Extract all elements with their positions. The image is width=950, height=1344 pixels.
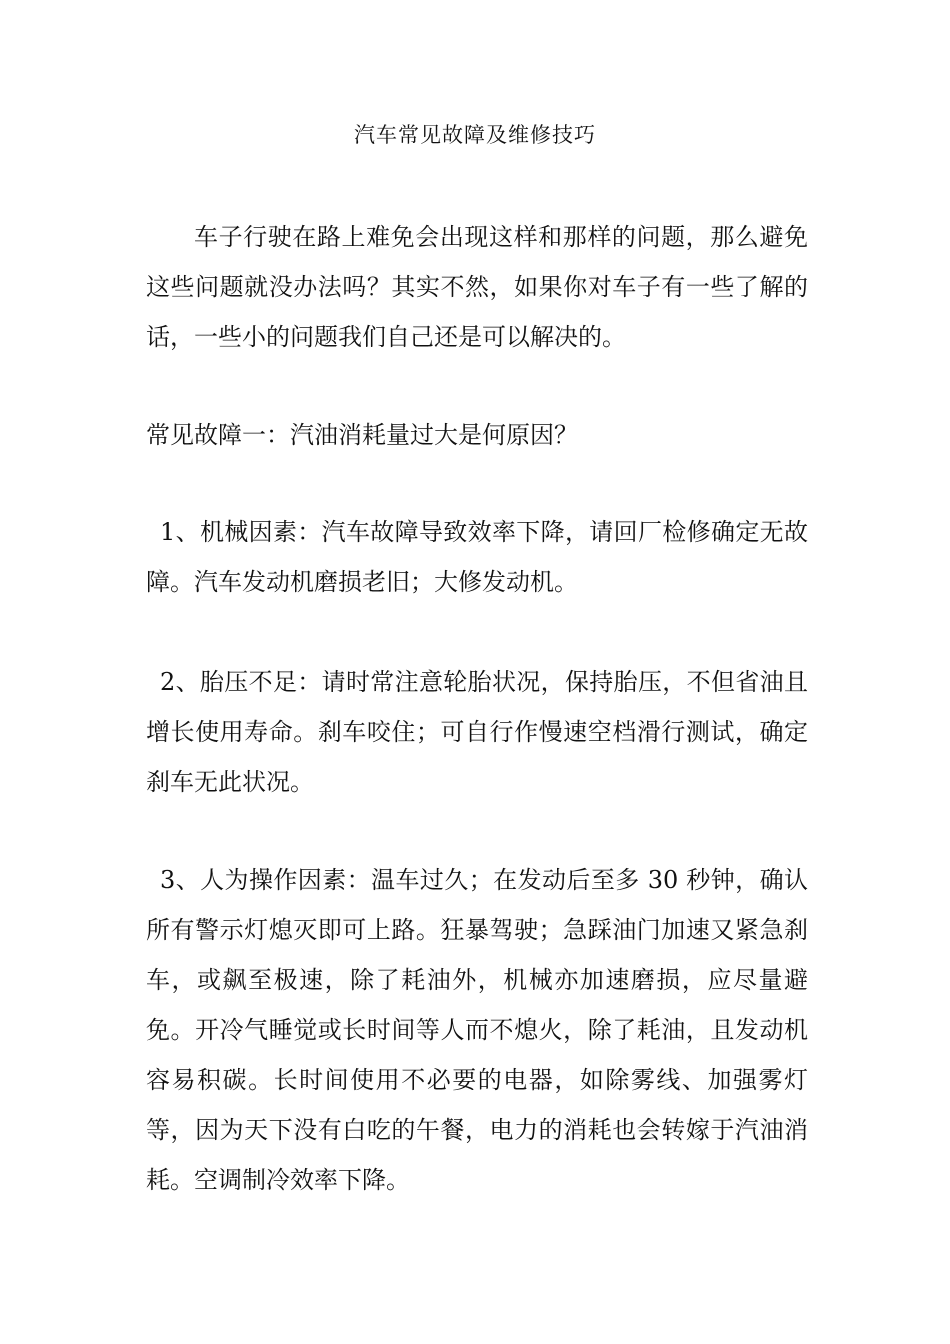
intro-paragraph: 车子行驶在路上难免会出现这样和那样的问题，那么避免这些问题就没办法吗？其实不然，如果你对车子有一些了解的话，一些小的问题我们自己还是可以解决的。 (146, 223, 808, 351)
fault-one-heading: 常见故障一：汽油消耗量过大是何原因？ (146, 421, 578, 449)
fault-one-item-tire-pressure: 2、胎压不足：请时常注意轮胎状况，保持胎压，不但省油且增长使用寿命。刹车咬住；可自行作慢速空档滑行测试，确定刹车无此状况。 (146, 668, 808, 796)
fault-one-item-mechanical: 1、机械因素：汽车故障导致效率下降，请回厂检修确定无故障。汽车发动机磨损老旧；大修发动机。 (146, 518, 808, 596)
fault-one-item-human-operation: 3、人为操作因素：温车过久；在发动后至多 30 秒钟，确认所有警示灯熄灭即可上路。狂暴驾驶；急踩油门加速又紧急刹车，或飙至极速，除了耗油外，机械亦加速磨损，应尽量避免。开冷气睡觉或长时间等人而不熄火，除了耗油，且发动机容易积碳。长时间使用不必要的电器，如除雾线、加强雾灯等，因为天下没有白吃的午餐，电力的消耗也会转嫁于汽油消耗。空调制冷效率下降。 (146, 866, 808, 1194)
document-title: 汽车常见故障及维修技巧 (354, 123, 596, 147)
